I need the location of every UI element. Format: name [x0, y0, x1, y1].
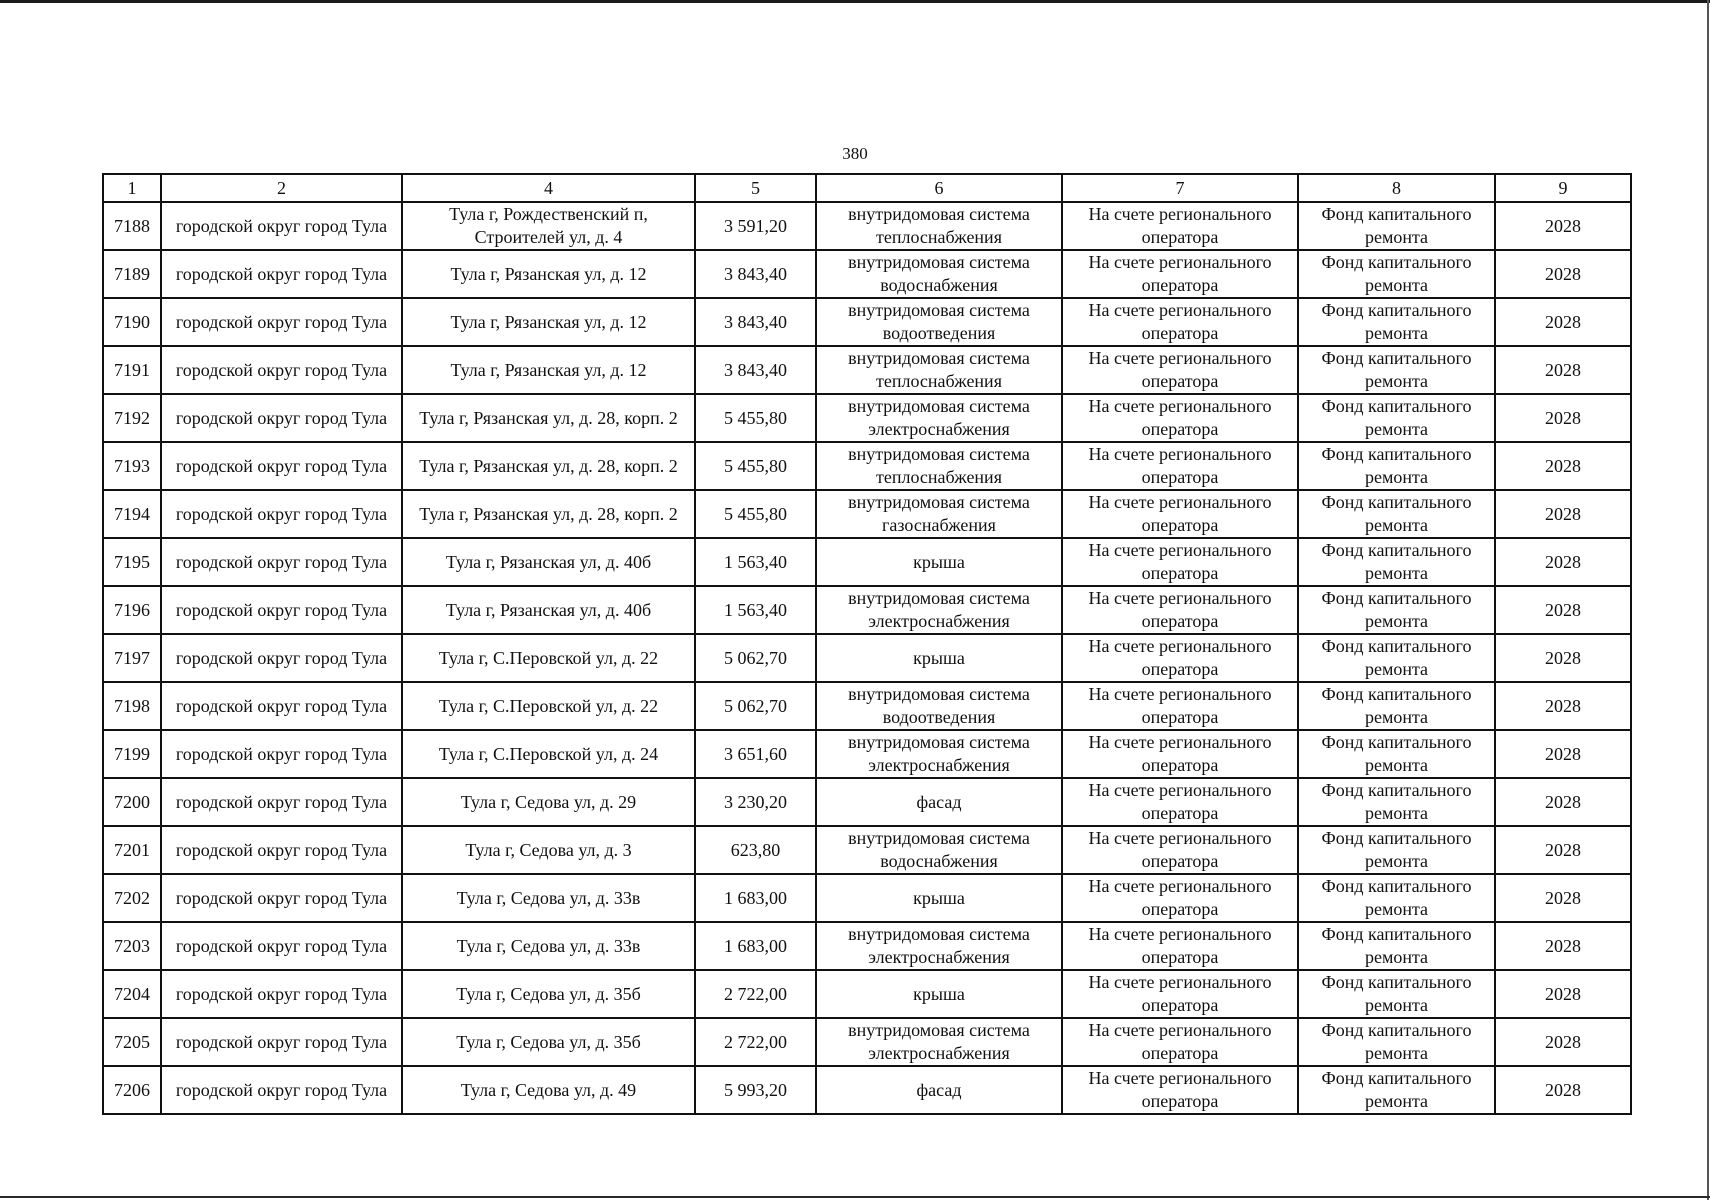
- year-cell: 2028: [1495, 730, 1631, 778]
- address-cell: Тула г, Рождественский п, Строителей ул, д. 4: [402, 202, 695, 250]
- cost-cell: 5 062,70: [695, 682, 816, 730]
- fund-cell: Фонд капитального ремонта: [1298, 394, 1495, 442]
- year-cell: 2028: [1495, 442, 1631, 490]
- year-cell: 2028: [1495, 298, 1631, 346]
- account-cell: На счете регионального оператора: [1062, 586, 1298, 634]
- row-number-cell: 7200: [103, 778, 161, 826]
- column-header: 5: [695, 174, 816, 202]
- cost-cell: 5 993,20: [695, 1066, 816, 1114]
- column-header: 7: [1062, 174, 1298, 202]
- cost-cell: 3 591,20: [695, 202, 816, 250]
- column-header: 8: [1298, 174, 1495, 202]
- fund-cell: Фонд капитального ремонта: [1298, 730, 1495, 778]
- account-cell: На счете регионального оператора: [1062, 346, 1298, 394]
- address-cell: Тула г, Седова ул, д. 3: [402, 826, 695, 874]
- table-row: [103, 922, 1631, 970]
- table-row: [103, 346, 1631, 394]
- district-cell: городской округ город Тула: [161, 346, 402, 394]
- cost-cell: 5 455,80: [695, 394, 816, 442]
- account-cell: На счете регионального оператора: [1062, 394, 1298, 442]
- district-cell: городской округ город Тула: [161, 490, 402, 538]
- address-cell: Тула г, С.Перовской ул, д. 22: [402, 634, 695, 682]
- address-cell: Тула г, Седова ул, д. 49: [402, 1066, 695, 1114]
- row-number-cell: 7201: [103, 826, 161, 874]
- year-cell: 2028: [1495, 1018, 1631, 1066]
- row-number-cell: 7205: [103, 1018, 161, 1066]
- address-cell: Тула г, Седова ул, д. 29: [402, 778, 695, 826]
- account-cell: На счете регионального оператора: [1062, 490, 1298, 538]
- district-cell: городской округ город Тула: [161, 394, 402, 442]
- address-cell: Тула г, Рязанская ул, д. 40б: [402, 538, 695, 586]
- address-cell: Тула г, Рязанская ул, д. 40б: [402, 586, 695, 634]
- year-cell: 2028: [1495, 634, 1631, 682]
- year-cell: 2028: [1495, 490, 1631, 538]
- fund-cell: Фонд капитального ремонта: [1298, 826, 1495, 874]
- repair-type-cell: внутридомовая система теплоснабжения: [816, 442, 1062, 490]
- page-number: 380: [842, 144, 868, 163]
- address-cell: Тула г, Рязанская ул, д. 28, корп. 2: [402, 394, 695, 442]
- district-cell: городской округ город Тула: [161, 442, 402, 490]
- district-cell: городской округ город Тула: [161, 682, 402, 730]
- repair-type-cell: внутридомовая система газоснабжения: [816, 490, 1062, 538]
- address-cell: Тула г, Седова ул, д. 35б: [402, 970, 695, 1018]
- row-number-cell: 7199: [103, 730, 161, 778]
- repair-type-cell: внутридомовая система электроснабжения: [816, 922, 1062, 970]
- table-row: [103, 442, 1631, 490]
- row-number-cell: 7202: [103, 874, 161, 922]
- row-number-cell: 7197: [103, 634, 161, 682]
- row-number-cell: 7204: [103, 970, 161, 1018]
- fund-cell: Фонд капитального ремонта: [1298, 682, 1495, 730]
- row-number-cell: 7191: [103, 346, 161, 394]
- address-cell: Тула г, С.Перовской ул, д. 24: [402, 730, 695, 778]
- year-cell: 2028: [1495, 874, 1631, 922]
- account-cell: На счете регионального оператора: [1062, 826, 1298, 874]
- address-cell: Тула г, Рязанская ул, д. 12: [402, 250, 695, 298]
- district-cell: городской округ город Тула: [161, 250, 402, 298]
- table-row: [103, 874, 1631, 922]
- address-cell: Тула г, Седова ул, д. 33в: [402, 874, 695, 922]
- district-cell: городской округ город Тула: [161, 970, 402, 1018]
- district-cell: городской округ город Тула: [161, 778, 402, 826]
- year-cell: 2028: [1495, 1066, 1631, 1114]
- address-cell: Тула г, С.Перовской ул, д. 22: [402, 682, 695, 730]
- repair-type-cell: внутридомовая система электроснабжения: [816, 394, 1062, 442]
- cost-cell: 1 563,40: [695, 538, 816, 586]
- repair-type-cell: крыша: [816, 634, 1062, 682]
- capital-repair-table: [102, 173, 1632, 1115]
- repair-type-cell: внутридомовая система электроснабжения: [816, 1018, 1062, 1066]
- repair-type-cell: фасад: [816, 778, 1062, 826]
- year-cell: 2028: [1495, 538, 1631, 586]
- repair-type-cell: крыша: [816, 538, 1062, 586]
- row-number-cell: 7190: [103, 298, 161, 346]
- table-row: [103, 634, 1631, 682]
- table-row: [103, 538, 1631, 586]
- account-cell: На счете регионального оператора: [1062, 778, 1298, 826]
- cost-cell: 3 843,40: [695, 346, 816, 394]
- row-number-cell: 7192: [103, 394, 161, 442]
- repair-type-cell: внутридомовая система электроснабжения: [816, 586, 1062, 634]
- table-row: [103, 490, 1631, 538]
- cost-cell: 623,80: [695, 826, 816, 874]
- row-number-cell: 7193: [103, 442, 161, 490]
- district-cell: городской округ город Тула: [161, 874, 402, 922]
- address-cell: Тула г, Седова ул, д. 35б: [402, 1018, 695, 1066]
- district-cell: городской округ город Тула: [161, 202, 402, 250]
- account-cell: На счете регионального оператора: [1062, 730, 1298, 778]
- fund-cell: Фонд капитального ремонта: [1298, 922, 1495, 970]
- cost-cell: 3 651,60: [695, 730, 816, 778]
- row-number-cell: 7188: [103, 202, 161, 250]
- table-row: [103, 682, 1631, 730]
- column-header: 2: [161, 174, 402, 202]
- fund-cell: Фонд капитального ремонта: [1298, 490, 1495, 538]
- fund-cell: Фонд капитального ремонта: [1298, 346, 1495, 394]
- address-cell: Тула г, Рязанская ул, д. 28, корп. 2: [402, 490, 695, 538]
- district-cell: городской округ город Тула: [161, 586, 402, 634]
- account-cell: На счете регионального оператора: [1062, 634, 1298, 682]
- year-cell: 2028: [1495, 202, 1631, 250]
- scan-border-top: [0, 0, 1710, 3]
- row-number-cell: 7206: [103, 1066, 161, 1114]
- cost-cell: 5 455,80: [695, 442, 816, 490]
- column-header: 4: [402, 174, 695, 202]
- table-row: [103, 1066, 1631, 1114]
- district-cell: городской округ город Тула: [161, 922, 402, 970]
- account-cell: На счете регионального оператора: [1062, 298, 1298, 346]
- address-cell: Тула г, Рязанская ул, д. 28, корп. 2: [402, 442, 695, 490]
- row-number-cell: 7196: [103, 586, 161, 634]
- row-number-cell: 7189: [103, 250, 161, 298]
- cost-cell: 1 683,00: [695, 874, 816, 922]
- fund-cell: Фонд капитального ремонта: [1298, 586, 1495, 634]
- repair-type-cell: внутридомовая система водоотведения: [816, 682, 1062, 730]
- address-cell: Тула г, Седова ул, д. 33в: [402, 922, 695, 970]
- fund-cell: Фонд капитального ремонта: [1298, 634, 1495, 682]
- table-row: [103, 730, 1631, 778]
- fund-cell: Фонд капитального ремонта: [1298, 778, 1495, 826]
- cost-cell: 1 563,40: [695, 586, 816, 634]
- fund-cell: Фонд капитального ремонта: [1298, 442, 1495, 490]
- account-cell: На счете регионального оператора: [1062, 922, 1298, 970]
- address-cell: Тула г, Рязанская ул, д. 12: [402, 346, 695, 394]
- district-cell: городской округ город Тула: [161, 826, 402, 874]
- district-cell: городской округ город Тула: [161, 1066, 402, 1114]
- cost-cell: 2 722,00: [695, 970, 816, 1018]
- table-row: [103, 778, 1631, 826]
- year-cell: 2028: [1495, 346, 1631, 394]
- account-cell: На счете регионального оператора: [1062, 1066, 1298, 1114]
- account-cell: На счете регионального оператора: [1062, 250, 1298, 298]
- row-number-cell: 7195: [103, 538, 161, 586]
- year-cell: 2028: [1495, 394, 1631, 442]
- fund-cell: Фонд капитального ремонта: [1298, 250, 1495, 298]
- account-cell: На счете регионального оператора: [1062, 442, 1298, 490]
- table-row: [103, 586, 1631, 634]
- table-body: [103, 202, 1631, 1114]
- cost-cell: 1 683,00: [695, 922, 816, 970]
- year-cell: 2028: [1495, 970, 1631, 1018]
- row-number-cell: 7198: [103, 682, 161, 730]
- year-cell: 2028: [1495, 826, 1631, 874]
- year-cell: 2028: [1495, 922, 1631, 970]
- repair-type-cell: крыша: [816, 970, 1062, 1018]
- table-row: [103, 970, 1631, 1018]
- repair-type-cell: внутридомовая система водоснабжения: [816, 826, 1062, 874]
- address-cell: Тула г, Рязанская ул, д. 12: [402, 298, 695, 346]
- row-number-cell: 7194: [103, 490, 161, 538]
- table-row: [103, 826, 1631, 874]
- cost-cell: 5 062,70: [695, 634, 816, 682]
- fund-cell: Фонд капитального ремонта: [1298, 298, 1495, 346]
- scan-border-right: [1707, 0, 1709, 1200]
- repair-type-cell: крыша: [816, 874, 1062, 922]
- cost-cell: 5 455,80: [695, 490, 816, 538]
- account-cell: На счете регионального оператора: [1062, 538, 1298, 586]
- fund-cell: Фонд капитального ремонта: [1298, 538, 1495, 586]
- column-header: 6: [816, 174, 1062, 202]
- account-cell: На счете регионального оператора: [1062, 874, 1298, 922]
- repair-type-cell: внутридомовая система водоотведения: [816, 298, 1062, 346]
- fund-cell: Фонд капитального ремонта: [1298, 970, 1495, 1018]
- scan-border-bottom: [0, 1196, 1710, 1198]
- table-row: [103, 1018, 1631, 1066]
- table-row: [103, 250, 1631, 298]
- cost-cell: 2 722,00: [695, 1018, 816, 1066]
- column-header: 1: [103, 174, 161, 202]
- table-row: [103, 298, 1631, 346]
- year-cell: 2028: [1495, 778, 1631, 826]
- repair-type-cell: внутридомовая система теплоснабжения: [816, 346, 1062, 394]
- year-cell: 2028: [1495, 250, 1631, 298]
- table-row: [103, 202, 1631, 250]
- cost-cell: 3 843,40: [695, 250, 816, 298]
- repair-type-cell: внутридомовая система электроснабжения: [816, 730, 1062, 778]
- account-cell: На счете регионального оператора: [1062, 682, 1298, 730]
- fund-cell: Фонд капитального ремонта: [1298, 1066, 1495, 1114]
- column-header: 9: [1495, 174, 1631, 202]
- year-cell: 2028: [1495, 682, 1631, 730]
- table-row: [103, 394, 1631, 442]
- district-cell: городской округ город Тула: [161, 538, 402, 586]
- account-cell: На счете регионального оператора: [1062, 202, 1298, 250]
- district-cell: городской округ город Тула: [161, 730, 402, 778]
- cost-cell: 3 843,40: [695, 298, 816, 346]
- repair-type-cell: внутридомовая система водоснабжения: [816, 250, 1062, 298]
- row-number-cell: 7203: [103, 922, 161, 970]
- district-cell: городской округ город Тула: [161, 298, 402, 346]
- fund-cell: Фонд капитального ремонта: [1298, 1018, 1495, 1066]
- fund-cell: Фонд капитального ремонта: [1298, 874, 1495, 922]
- district-cell: городской округ город Тула: [161, 634, 402, 682]
- header-row: [103, 174, 1631, 202]
- district-cell: городской округ город Тула: [161, 1018, 402, 1066]
- account-cell: На счете регионального оператора: [1062, 1018, 1298, 1066]
- year-cell: 2028: [1495, 586, 1631, 634]
- fund-cell: Фонд капитального ремонта: [1298, 202, 1495, 250]
- cost-cell: 3 230,20: [695, 778, 816, 826]
- repair-type-cell: фасад: [816, 1066, 1062, 1114]
- account-cell: На счете регионального оператора: [1062, 970, 1298, 1018]
- repair-type-cell: внутридомовая система теплоснабжения: [816, 202, 1062, 250]
